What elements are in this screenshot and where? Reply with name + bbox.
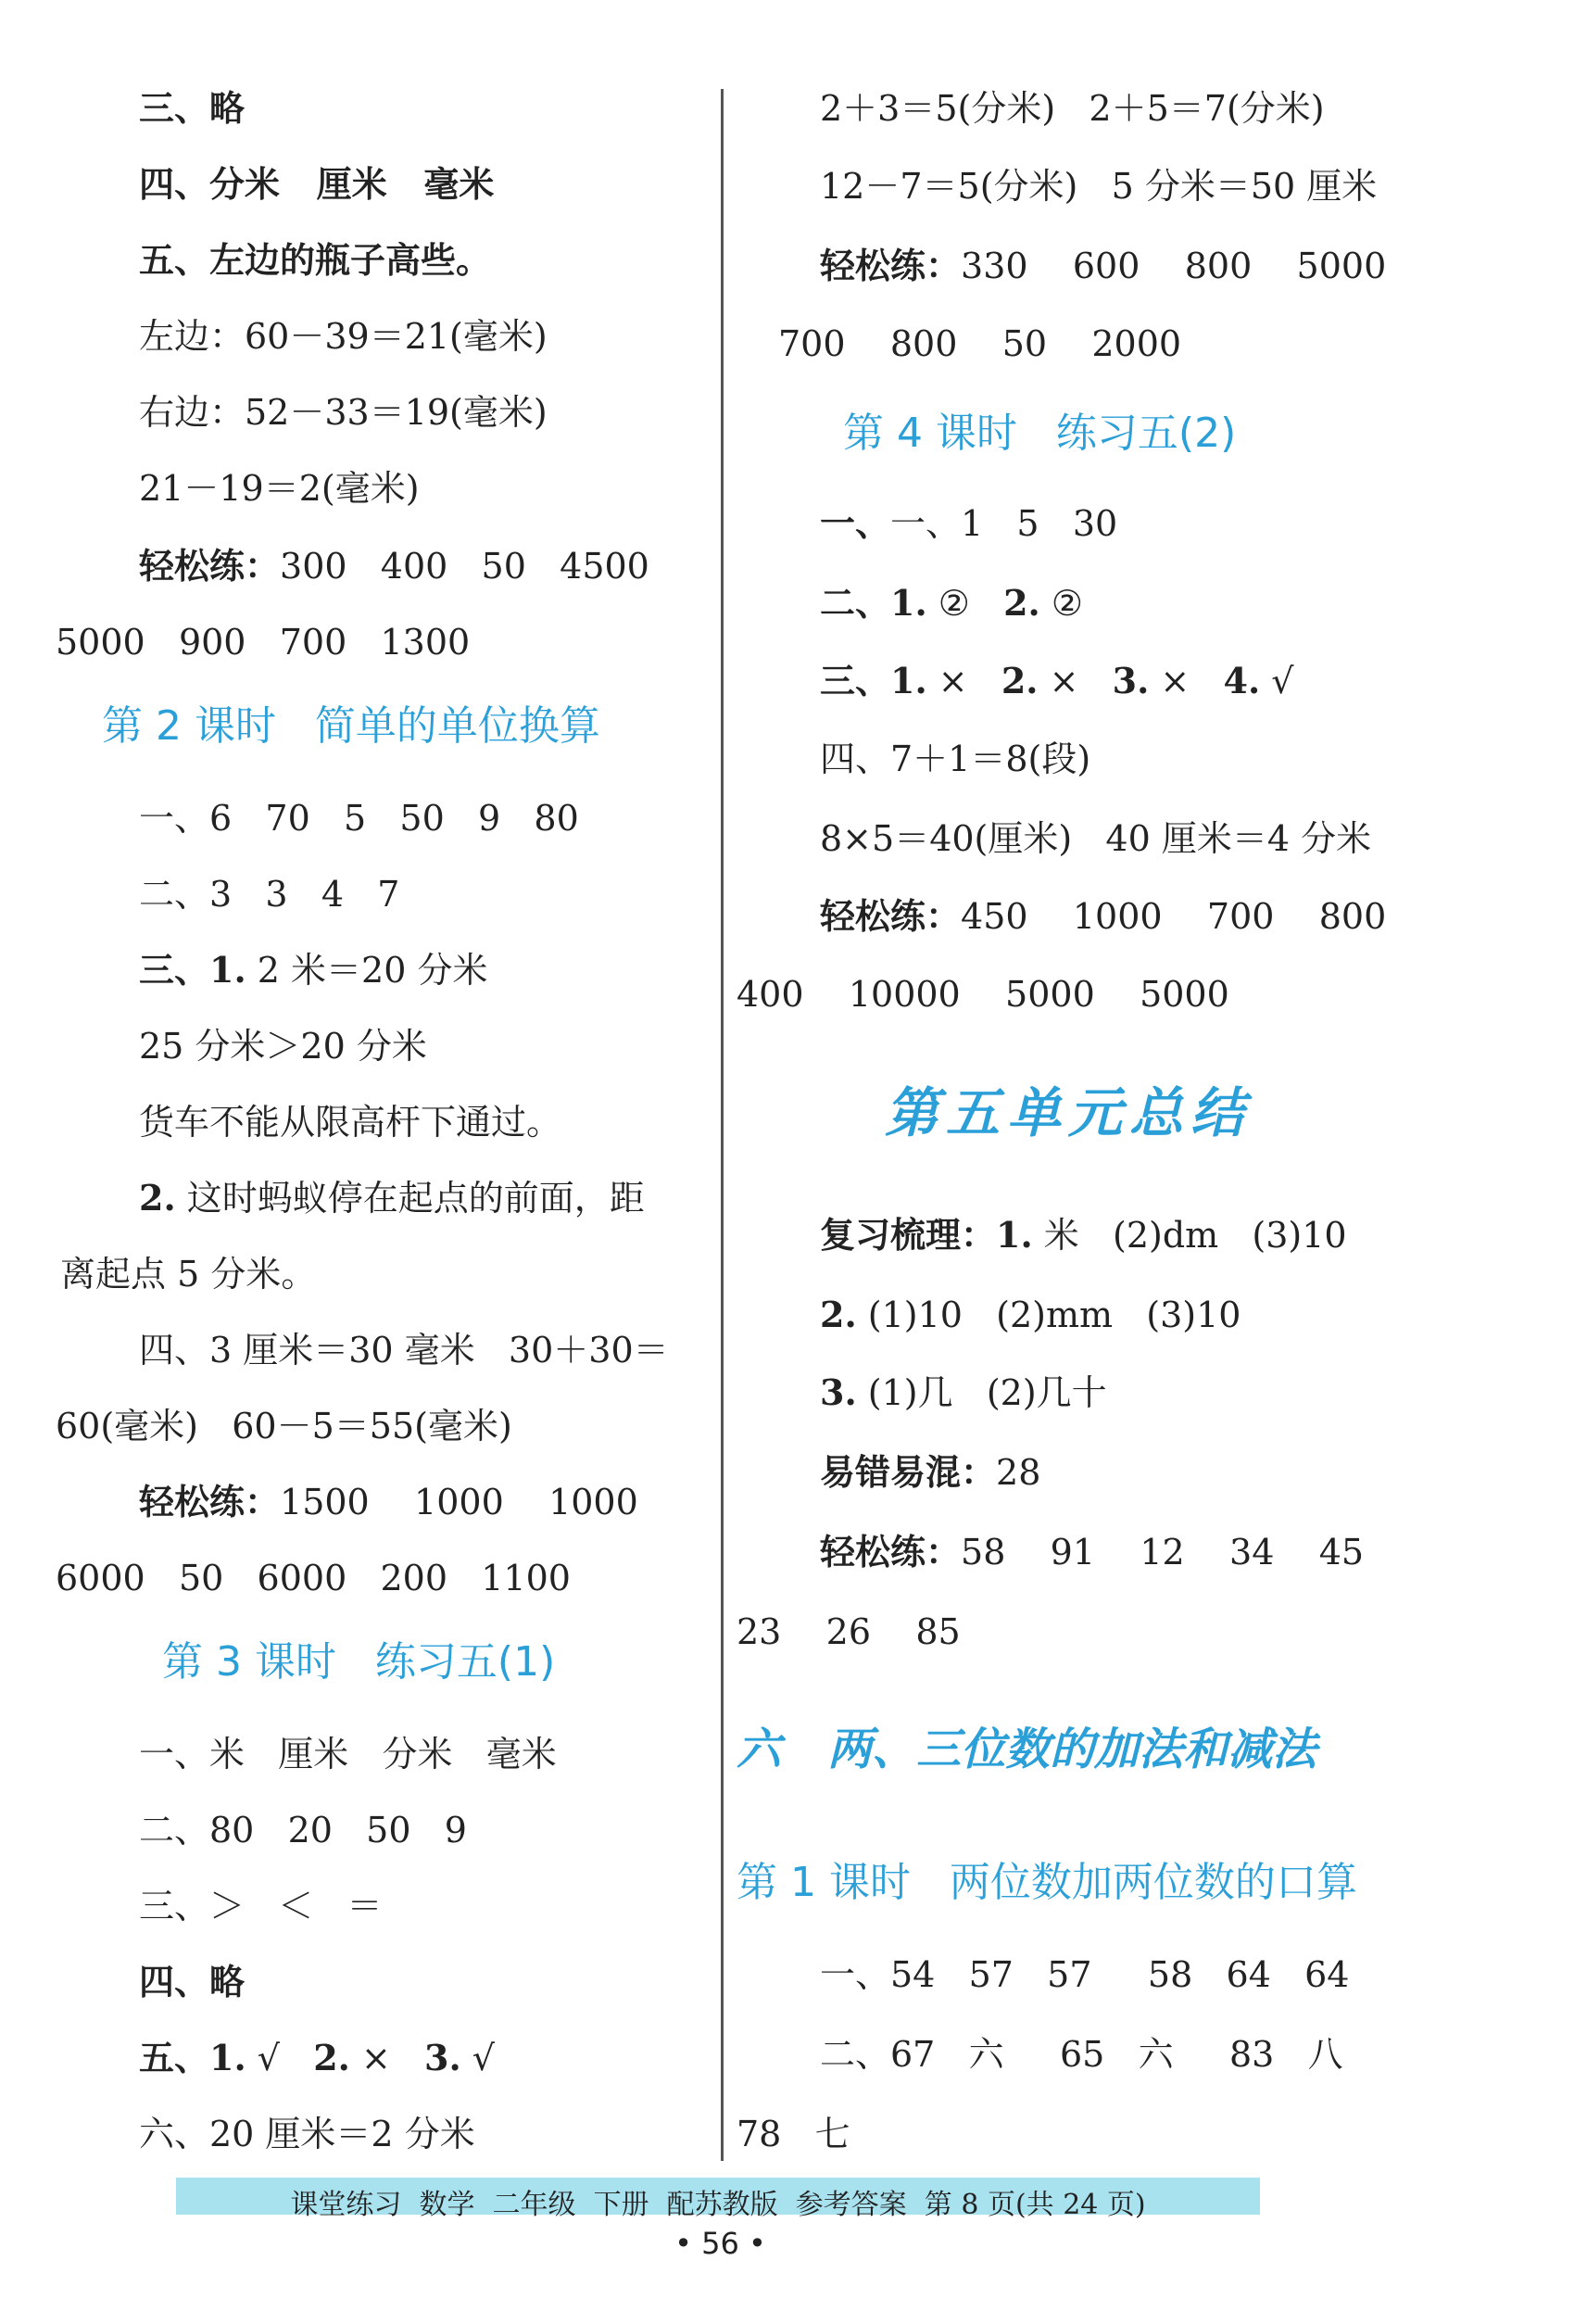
answer-line: 四、分米 厘米 毫米 (139, 163, 495, 205)
answer-line: 一、一、1 5 30 (820, 502, 1118, 544)
answer-line: 12－7＝5(分米) 5 分米＝50 厘米 (820, 166, 1378, 207)
answer-line: 右边：52－33＝19(毫米) (139, 392, 548, 433)
practice-line: 5000 900 700 1300 (56, 622, 471, 663)
unit-heading: 六 两、三位数的加法和减法 (737, 1724, 1317, 1775)
lesson-heading: 第 1 课时 两位数加两位数的口算 (737, 1859, 1357, 1906)
answer-line: 离起点 5 分米。 (60, 1254, 317, 1295)
practice-line: 轻松练：300 400 50 4500 (139, 545, 649, 587)
review-line: 易错易混：28 (820, 1451, 1041, 1493)
answer-line: 二、80 20 50 9 (139, 1810, 467, 1850)
answer-line: 二、3 3 4 7 (139, 874, 400, 915)
practice-line: 轻松练：58 91 12 34 45 (820, 1531, 1365, 1572)
page-number: • 56 • (674, 2226, 766, 2261)
answer-line: 21－19＝2(毫米) (139, 468, 420, 509)
practice-line: 700 800 50 2000 (778, 323, 1182, 364)
practice-line: 400 10000 5000 5000 (737, 974, 1229, 1015)
answer-line: 60(毫米) 60－5＝55(毫米) (56, 1406, 512, 1446)
review-line: 2. (1)10 (2)mm (3)10 (820, 1294, 1241, 1335)
answer-line: 三、1. × 2. × 3. × 4. √ (820, 660, 1294, 701)
practice-line: 轻松练：450 1000 700 800 (820, 895, 1387, 937)
review-line: 3. (1)几 (2)几十 (820, 1371, 1107, 1413)
answer-line: 2. 这时蚂蚁停在起点的前面，距 (139, 1177, 645, 1219)
answer-line: 货车不能从限高杆下通过。 (139, 1102, 562, 1143)
practice-line: 轻松练：1500 1000 1000 (139, 1481, 638, 1522)
footer-band (176, 2178, 1260, 2221)
unit-summary-heading: 第五单元总结 (885, 1081, 1253, 1144)
answer-line: 二、67 六 65 六 83 八 (820, 2034, 1343, 2075)
footer-text: 课堂练习 数学 二年级 下册 配苏教版 参考答案 第 8 页(共 24 页) (290, 2189, 1146, 2221)
answer-line: 三、＞ ＜ ＝ (139, 1886, 383, 1926)
lesson-heading: 第 3 课时 练习五(1) (162, 1638, 556, 1686)
answer-line: 78 七 (737, 2114, 850, 2154)
answer-line: 左边：60－39＝21(毫米) (139, 316, 548, 357)
answer-line: 五、左边的瓶子高些。 (139, 239, 492, 281)
lesson-heading: 第 2 课时 简单的单位换算 (102, 702, 600, 750)
practice-line: 6000 50 6000 200 1100 (56, 1558, 571, 1598)
answer-line: 四、3 厘米＝30 毫米 30＋30＝ (139, 1330, 669, 1370)
answer-line: 六、20 厘米＝2 分米 (139, 2114, 475, 2154)
answer-line: 2＋3＝5(分米) 2＋5＝7(分米) (820, 88, 1325, 129)
practice-line: 轻松练：330 600 800 5000 (820, 245, 1387, 286)
answer-line: 四、7＋1＝8(段) (820, 739, 1091, 779)
answer-line: 25 分米＞20 分米 (139, 1026, 427, 1067)
review-line: 复习梳理：1. 米 (2)dm (3)10 (820, 1214, 1347, 1256)
answer-line: 8×5＝40(厘米) 40 厘米＝4 分米 (820, 818, 1372, 859)
answer-line: 四、略 (139, 1961, 246, 2002)
column-divider (721, 89, 724, 2161)
answer-line: 一、6 70 5 50 9 80 (139, 798, 579, 839)
lesson-heading: 第 4 课时 练习五(2) (843, 410, 1237, 457)
practice-line: 23 26 85 (737, 1611, 961, 1652)
answer-line: 三、略 (139, 87, 246, 129)
answer-line: 三、1. 2 米＝20 分米 (139, 949, 488, 991)
answer-line: 二、1. ② 2. ② (820, 582, 1083, 624)
answer-line: 一、54 57 57 58 64 64 (820, 1954, 1350, 1995)
answer-line: 五、1. √ 2. × 3. √ (139, 2037, 496, 2078)
answer-line: 一、米 厘米 分米 毫米 (139, 1734, 557, 1775)
